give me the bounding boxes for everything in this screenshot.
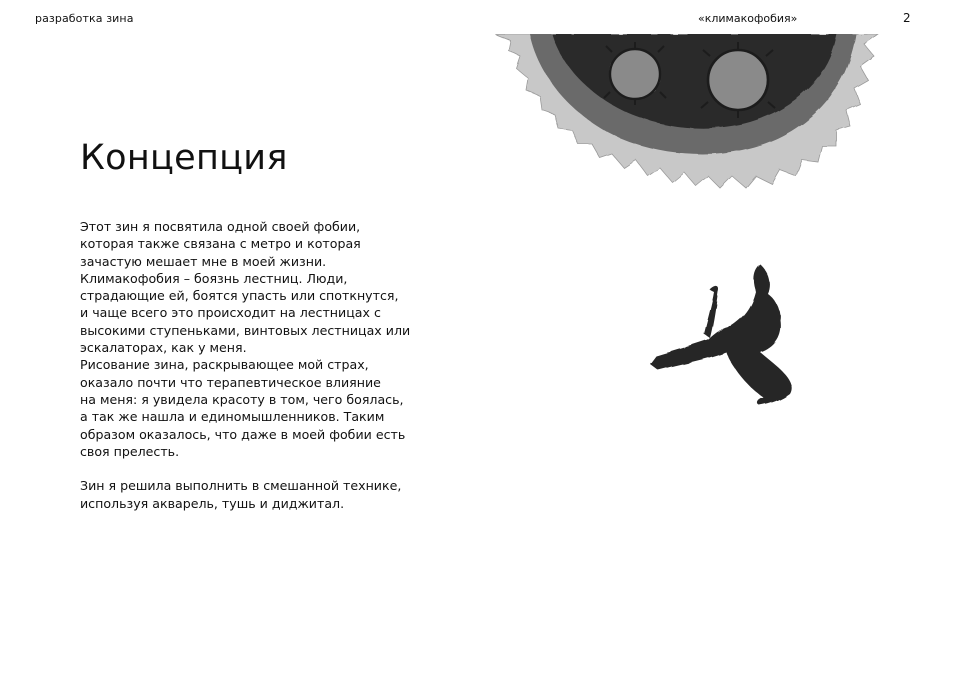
falling-person-icon bbox=[650, 264, 792, 406]
concept-paragraph-1: Этот зин я посвятила одной своей фобии, которая также связана с метро и которая зачастую мешает мне в моей жизни. Климакофобия – боязнь лестниц. Люди, страдающие ей, боятся упасть или споткнутся, и чаще всего это происходит на лестницах с высокими ступеньками, винтовых лестницах или эскалаторах, как у меня. Рисование зина, раскрывающее мой страх, оказало почти что терапевтическое влияние на меня: я увидела красоту в том, чего боялась, а так же нашла и единомышленников. Таким образом оказалось, что даже в моей фобии есть своя прелесть. bbox=[80, 219, 411, 459]
concept-paragraph-2: Зин я решила выполнить в смешанной технике, используя акварель, тушь и диджитал. bbox=[80, 478, 402, 511]
illustration bbox=[490, 34, 920, 434]
header-zine-title: «климакофобия» bbox=[698, 12, 798, 25]
page-number: 2 bbox=[903, 11, 911, 25]
page-title: Концепция bbox=[80, 138, 288, 178]
header-zine-development: разработка зина bbox=[35, 12, 134, 25]
gear-creature-icon bbox=[495, 34, 878, 188]
concept-text bbox=[80, 218, 440, 512]
